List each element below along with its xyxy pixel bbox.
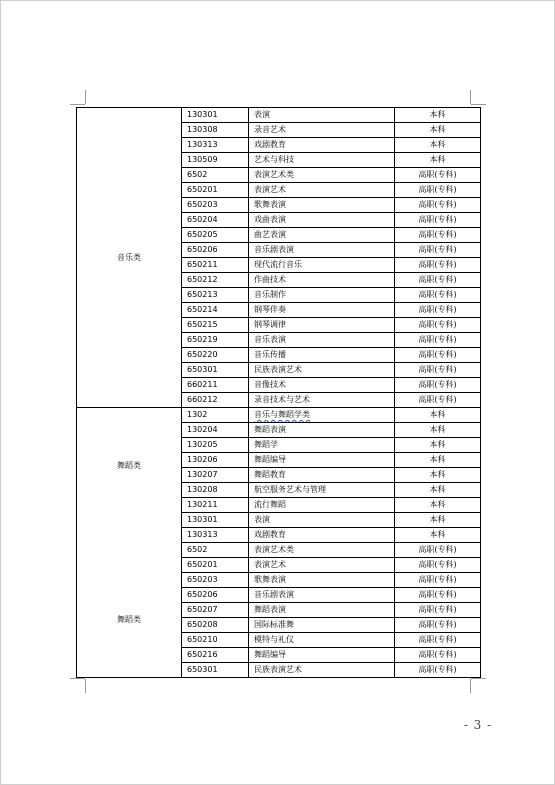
major-code-cell: 130206 (182, 453, 249, 468)
major-code-cell: 650211 (182, 258, 249, 273)
major-code-cell: 650201 (182, 183, 249, 198)
major-table-body (77, 108, 481, 678)
major-code-cell: 650301 (182, 663, 249, 678)
education-level-cell: 高职(专科) (395, 378, 481, 393)
education-level-cell: 本科 (395, 153, 481, 168)
crop-mark-top-left-h (70, 104, 85, 105)
major-name-cell: 音乐与舞蹈学类 (249, 408, 395, 423)
major-name-cell: 音乐传播 (249, 348, 395, 363)
major-code-cell: 650219 (182, 333, 249, 348)
major-name-cell: 歌舞表演 (249, 573, 395, 588)
major-code-cell: 130208 (182, 483, 249, 498)
major-name-cell: 表演艺术类 (249, 168, 395, 183)
major-code-cell: 130204 (182, 423, 249, 438)
major-code-cell: 6502 (182, 168, 249, 183)
major-code-cell: 650206 (182, 243, 249, 258)
major-code-cell: 130301 (182, 108, 249, 123)
major-name-cell: 模特与礼仪 (249, 633, 395, 648)
major-code-cell: 1302 (182, 408, 249, 423)
major-name-cell: 舞蹈表演 (249, 603, 395, 618)
major-name-cell: 民族表演艺术 (249, 663, 395, 678)
crop-mark-top-left-v (85, 90, 86, 104)
major-code-cell: 650208 (182, 618, 249, 633)
major-name-cell: 音像技术 (249, 378, 395, 393)
major-name-cell: 录音技术与艺术 (249, 393, 395, 408)
table-row (77, 108, 481, 123)
education-level-cell: 本科 (395, 483, 481, 498)
major-name-cell: 艺术与科技 (249, 153, 395, 168)
major-name-cell: 航空服务艺术与管理 (249, 483, 395, 498)
education-level-cell: 高职(专科) (395, 258, 481, 273)
education-level-cell: 本科 (395, 453, 481, 468)
major-code-cell: 650220 (182, 348, 249, 363)
major-code-cell: 6502 (182, 543, 249, 558)
category-label: 舞蹈类 (117, 460, 141, 470)
education-level-cell: 高职(专科) (395, 393, 481, 408)
education-level-cell: 本科 (395, 108, 481, 123)
major-code-cell: 130313 (182, 528, 249, 543)
crop-mark-bottom-right-v (470, 679, 471, 693)
major-code-cell: 130301 (182, 513, 249, 528)
education-level-cell: 高职(专科) (395, 363, 481, 378)
major-code-cell: 130207 (182, 468, 249, 483)
major-name-cell: 钢琴调律 (249, 318, 395, 333)
major-code-cell: 130205 (182, 438, 249, 453)
education-level-cell: 高职(专科) (395, 573, 481, 588)
education-level-cell: 高职(专科) (395, 603, 481, 618)
major-code-cell: 650216 (182, 648, 249, 663)
major-name-cell: 流行舞蹈 (249, 498, 395, 513)
education-level-cell: 高职(专科) (395, 588, 481, 603)
major-code-cell: 650215 (182, 318, 249, 333)
education-level-cell: 高职(专科) (395, 543, 481, 558)
category-cell (77, 408, 182, 678)
category-label: 音乐类 (117, 252, 141, 262)
education-level-cell: 高职(专科) (395, 228, 481, 243)
major-name-cell: 现代流行音乐 (249, 258, 395, 273)
education-level-cell: 高职(专科) (395, 213, 481, 228)
education-level-cell: 高职(专科) (395, 168, 481, 183)
major-name-cell: 表演 (249, 108, 395, 123)
major-code-cell: 650301 (182, 363, 249, 378)
major-code-cell: 130509 (182, 153, 249, 168)
education-level-cell: 高职(专科) (395, 663, 481, 678)
major-table-container (76, 107, 481, 678)
education-level-cell: 高职(专科) (395, 348, 481, 363)
education-level-cell: 本科 (395, 498, 481, 513)
major-code-cell: 660212 (182, 393, 249, 408)
crop-mark-bottom-left-h (70, 678, 85, 679)
category-cell (77, 108, 182, 408)
major-code-cell: 650206 (182, 588, 249, 603)
education-level-cell: 高职(专科) (395, 273, 481, 288)
education-level-cell: 本科 (395, 468, 481, 483)
major-name-cell: 戏曲表演 (249, 213, 395, 228)
education-level-cell: 高职(专科) (395, 318, 481, 333)
education-level-cell: 本科 (395, 123, 481, 138)
major-name-cell: 录音艺术 (249, 123, 395, 138)
education-level-cell: 高职(专科) (395, 198, 481, 213)
major-code-cell: 130313 (182, 138, 249, 153)
page-number: - 3 - (463, 718, 493, 732)
education-level-cell: 高职(专科) (395, 633, 481, 648)
crop-mark-bottom-right-h (471, 678, 486, 679)
major-name-cell: 舞蹈教育 (249, 468, 395, 483)
major-name-cell: 音乐表演 (249, 333, 395, 348)
major-name-cell: 国际标准舞 (249, 618, 395, 633)
major-name-cell: 表演艺术类 (249, 543, 395, 558)
major-code-cell: 130211 (182, 498, 249, 513)
education-level-cell: 本科 (395, 408, 481, 423)
major-code-cell: 650204 (182, 213, 249, 228)
major-name-cell: 音乐剧表演 (249, 588, 395, 603)
major-name-cell: 表演 (249, 513, 395, 528)
major-code-cell: 650203 (182, 198, 249, 213)
crop-mark-top-right-v (470, 90, 471, 104)
major-code-cell: 660211 (182, 378, 249, 393)
major-code-cell: 650201 (182, 558, 249, 573)
education-level-cell: 高职(专科) (395, 183, 481, 198)
major-code-cell: 650214 (182, 303, 249, 318)
major-table (76, 107, 481, 678)
major-name-cell: 舞蹈编导 (249, 453, 395, 468)
major-name-cell: 表演艺术 (249, 558, 395, 573)
education-level-cell: 高职(专科) (395, 288, 481, 303)
major-name-cell: 音乐剧表演 (249, 243, 395, 258)
major-name-cell: 钢琴伴奏 (249, 303, 395, 318)
crop-mark-bottom-left-v (85, 679, 86, 693)
category-label-bottom: 舞蹈类 (117, 614, 141, 624)
major-name-cell: 舞蹈编导 (249, 648, 395, 663)
major-name-cell: 戏剧教育 (249, 138, 395, 153)
education-level-cell: 本科 (395, 423, 481, 438)
major-name-cell: 曲艺表演 (249, 228, 395, 243)
major-code-cell: 650207 (182, 603, 249, 618)
crop-mark-top-right-h (471, 104, 486, 105)
major-code-cell: 650213 (182, 288, 249, 303)
education-level-cell: 高职(专科) (395, 243, 481, 258)
education-level-cell: 高职(专科) (395, 333, 481, 348)
education-level-cell: 本科 (395, 138, 481, 153)
education-level-cell: 本科 (395, 438, 481, 453)
major-code-cell: 650205 (182, 228, 249, 243)
education-level-cell: 高职(专科) (395, 618, 481, 633)
major-name-cell: 舞蹈学 (249, 438, 395, 453)
major-name-cell: 歌舞表演 (249, 198, 395, 213)
major-name-cell: 戏剧教育 (249, 528, 395, 543)
education-level-cell: 高职(专科) (395, 648, 481, 663)
major-name-cell: 舞蹈表演 (249, 423, 395, 438)
education-level-cell: 高职(专科) (395, 303, 481, 318)
major-name-cell: 表演艺术 (249, 183, 395, 198)
major-code-cell: 650210 (182, 633, 249, 648)
education-level-cell: 高职(专科) (395, 558, 481, 573)
major-name-cell: 音乐制作 (249, 288, 395, 303)
education-level-cell: 本科 (395, 513, 481, 528)
major-name-cell: 民族表演艺术 (249, 363, 395, 378)
major-code-cell: 650203 (182, 573, 249, 588)
major-code-cell: 650212 (182, 273, 249, 288)
major-name-cell: 作曲技术 (249, 273, 395, 288)
major-code-cell: 130308 (182, 123, 249, 138)
table-row (77, 408, 481, 423)
education-level-cell: 本科 (395, 528, 481, 543)
